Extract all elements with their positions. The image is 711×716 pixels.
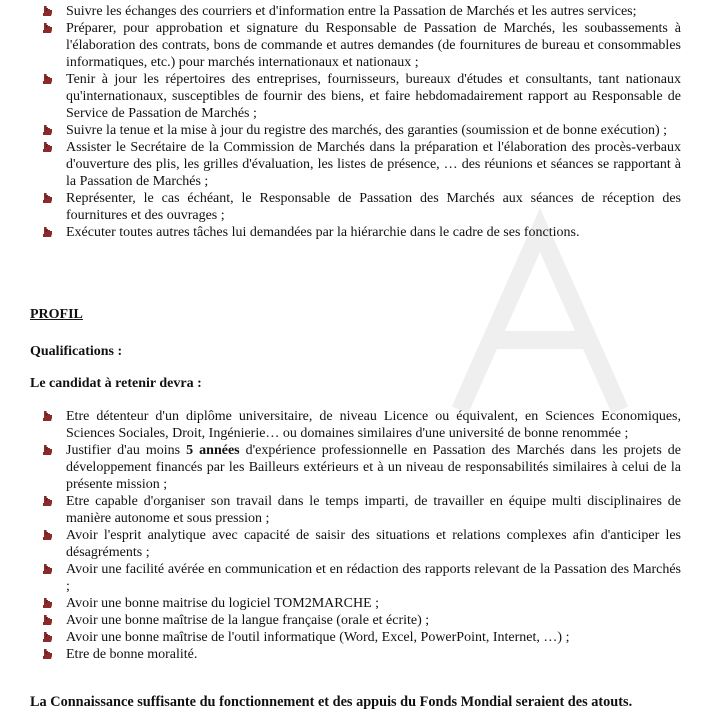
list-item: Représenter, le cas échéant, le Responsable de Passation des Marchés aux séances de réception des fournitures et des ouvrages ; [0,190,711,224]
hand-pointer-icon [42,614,54,626]
candidate-heading: Le candidat à retenir devra : [30,376,202,391]
hand-pointer-icon [42,410,54,422]
list-item: Justifier d'au moins 5 années d'expérience professionnelle en Passation des Marchés dans les projets de développement financés par les Bailleurs extérieurs et à un niveau de responsabilités similaires à celui de la présente mission ; [0,442,711,493]
tasks-list [0,3,711,241]
list-item: Tenir à jour les répertoires des entreprises, fournisseurs, bureaux d'études et consultants, tant nationaux qu'internationaux, susceptibles de fournir des biens, et faire hebdomadairement rapport au Responsable de Service de Passation de Marchés ; [0,71,711,122]
hand-pointer-icon [42,124,54,136]
hand-pointer-icon [42,22,54,34]
list-item: Avoir une facilité avérée en communication et en rédaction des rapports relevant de la Passation des Marchés ; [0,561,711,595]
hand-pointer-icon [42,141,54,153]
closing-statement: La Connaissance suffisante du fonctionnement et des appuis du Fonds Mondial seraient des atouts. [30,694,633,710]
tasks-section [0,3,711,241]
list-item: Etre capable d'organiser son travail dans le temps imparti, de travailler en équipe multi disciplinaires de manière autonome et sous pression ; [0,493,711,527]
hand-pointer-icon [42,529,54,541]
qualifications-heading: Qualifications : [30,344,123,359]
hand-pointer-icon [42,648,54,660]
profil-heading: PROFIL [30,307,83,322]
list-item: Etre détenteur d'un diplôme universitaire, de niveau Licence ou équivalent, en Sciences Economiques, Sciences Sociales, Droit, Ingénierie… ou domaines similaires d'une université de bonne renommée ; [0,408,711,442]
list-item: Etre de bonne moralité. [0,646,711,663]
list-item: Suivre les échanges des courriers et d'information entre la Passation de Marchés et les autres services; [0,3,711,20]
years-emphasis: 5 années [186,443,240,458]
hand-pointer-icon [42,5,54,17]
hand-pointer-icon [42,631,54,643]
requirements-section [0,408,711,663]
hand-pointer-icon [42,226,54,238]
requirements-list [0,408,711,663]
hand-pointer-icon [42,73,54,85]
list-item: Préparer, pour approbation et signature du Responsable de Passation de Marchés, les soubassements à l'élaboration des contrats, bons de commande et autres demandes (de fournitures de bureau et consommables informatiques, etc.) pour marchés internationaux et nationaux ; [0,20,711,71]
hand-pointer-icon [42,495,54,507]
list-item: Avoir une bonne maitrise du logiciel TOM2MARCHE ; [0,595,711,612]
list-item: Avoir une bonne maîtrise de l'outil informatique (Word, Excel, PowerPoint, Internet, …) ; [0,629,711,646]
hand-pointer-icon [42,563,54,575]
hand-pointer-icon [42,444,54,456]
hand-pointer-icon [42,597,54,609]
hand-pointer-icon [42,192,54,204]
list-item: Suivre la tenue et la mise à jour du registre des marchés, des garanties (soumission et de bonne exécution) ; [0,122,711,139]
list-item: Avoir l'esprit analytique avec capacité de saisir des situations et relations complexes afin d'anticiper les désagréments ; [0,527,711,561]
list-item: Exécuter toutes autres tâches lui demandées par la hiérarchie dans le cadre de ses fonctions. [0,224,711,241]
list-item: Assister le Secrétaire de la Commission de Marchés dans la préparation et l'élaboration des procès-verbaux d'ouverture des plis, les grilles d'évaluation, les listes de présence, … des réunions et séances se rapportant à la Passation de Marchés ; [0,139,711,190]
list-item: Avoir une bonne maîtrise de la langue française (orale et écrite) ; [0,612,711,629]
